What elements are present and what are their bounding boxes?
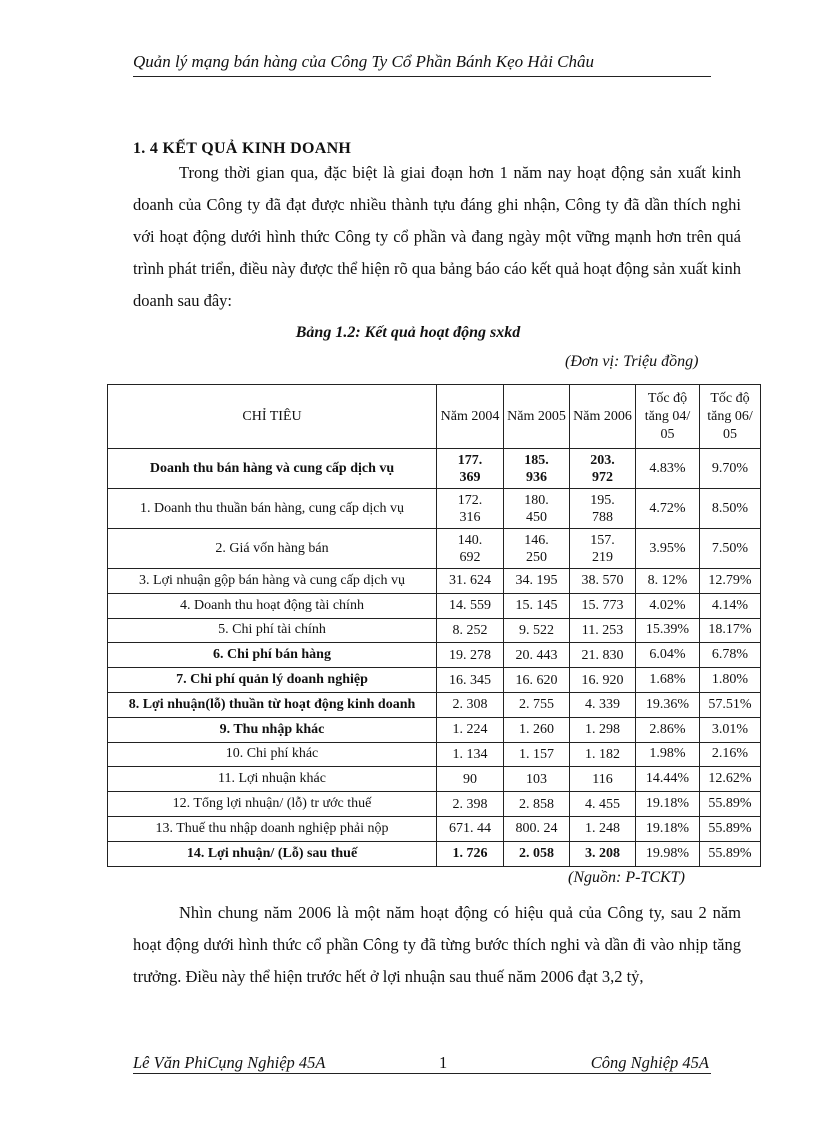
row-2005: 800. 24 [504, 816, 570, 841]
row-2006: 16. 920 [570, 668, 636, 693]
header-2006: Năm 2006 [570, 385, 636, 449]
row-growth-04-05: 15.39% [636, 618, 700, 643]
row-2006: 11. 253 [570, 618, 636, 643]
row-indicator: Doanh thu bán hàng và cung cấp dịch vụ [108, 449, 437, 489]
row-2005: 185. 936 [504, 449, 570, 489]
row-growth-04-05: 8. 12% [636, 569, 700, 594]
header-2004: Năm 2004 [437, 385, 504, 449]
row-indicator: 8. Lợi nhuận(lỗ) thuần từ hoạt động kinh doanh [108, 692, 437, 717]
row-indicator: 2. Giá vốn hàng bán [108, 529, 437, 569]
row-2004: 140. 692 [437, 529, 504, 569]
row-2006: 157. 219 [570, 529, 636, 569]
header-title: Quản lý mạng bán hàng của Công Ty Cổ Phần Bánh Kẹo Hải Châu [133, 52, 595, 71]
row-growth-06-05: 12.62% [700, 767, 761, 792]
row-growth-04-05: 4.83% [636, 449, 700, 489]
row-2005: 34. 195 [504, 569, 570, 594]
row-growth-04-05: 4.02% [636, 593, 700, 618]
footer-page-number: 1 [439, 1053, 448, 1072]
row-growth-04-05: 3.95% [636, 529, 700, 569]
row-2004: 16. 345 [437, 668, 504, 693]
footer-class: Công Nghiệp 45A [590, 1053, 709, 1072]
row-indicator: 13. Thuế thu nhập doanh nghiệp phải nộp [108, 816, 437, 841]
table-row [108, 569, 761, 594]
table-row [108, 692, 761, 717]
row-2005: 20. 443 [504, 643, 570, 668]
page-header [133, 50, 711, 77]
row-2005: 146. 250 [504, 529, 570, 569]
row-growth-04-05: 19.18% [636, 792, 700, 817]
table-row [108, 668, 761, 693]
header-indicator: CHỈ TIÊU [108, 385, 437, 449]
row-2005: 9. 522 [504, 618, 570, 643]
row-2005: 2. 058 [504, 841, 570, 866]
table-row [108, 841, 761, 866]
row-2005: 1. 157 [504, 742, 570, 767]
row-growth-06-05: 55.89% [700, 841, 761, 866]
row-indicator: 9. Thu nhập khác [108, 717, 437, 742]
page-footer [133, 1051, 711, 1074]
row-2004: 671. 44 [437, 816, 504, 841]
header-growth-04-05: Tốc độ tăng 04/ 05 [636, 385, 700, 449]
row-2005: 1. 260 [504, 717, 570, 742]
row-indicator: 10. Chi phí khác [108, 742, 437, 767]
row-2006: 3. 208 [570, 841, 636, 866]
footer-author: Lê Văn PhiCụng Nghiệp 45A [133, 1053, 326, 1072]
table-row [108, 816, 761, 841]
table-row [108, 449, 761, 489]
table-row [108, 792, 761, 817]
row-growth-06-05: 7.50% [700, 529, 761, 569]
row-growth-04-05: 19.36% [636, 692, 700, 717]
row-2004: 1. 726 [437, 841, 504, 866]
row-indicator: 14. Lợi nhuận/ (Lỗ) sau thuế [108, 841, 437, 866]
conclusion-paragraph: Nhìn chung năm 2006 là một năm hoạt động có hiệu quả của Công ty, sau 2 năm hoạt động dưới hình thức cổ phần Công ty đã từng bước thích nghi và dần đi vào nhịp tăng trưởng. Điều này thể hiện trước hết ở lợi nhuận sau thuế năm 2006 đạt 3,2 tỷ, [133, 903, 741, 986]
row-growth-06-05: 9.70% [700, 449, 761, 489]
row-growth-04-05: 19.98% [636, 841, 700, 866]
table-row [108, 742, 761, 767]
row-growth-06-05: 4.14% [700, 593, 761, 618]
row-2004: 90 [437, 767, 504, 792]
table-title: Bảng 1.2: Kết quả hoạt động sxkd [295, 324, 521, 341]
table-row [108, 489, 761, 529]
row-2006: 1. 248 [570, 816, 636, 841]
table-row [108, 529, 761, 569]
row-2004: 177. 369 [437, 449, 504, 489]
row-growth-06-05: 1.80% [700, 668, 761, 693]
row-2006: 21. 830 [570, 643, 636, 668]
row-growth-04-05: 14.44% [636, 767, 700, 792]
row-indicator: 3. Lợi nhuận gộp bán hàng và cung cấp dịch vụ [108, 569, 437, 594]
row-2004: 19. 278 [437, 643, 504, 668]
row-indicator: 1. Doanh thu thuần bán hàng, cung cấp dịch vụ [108, 489, 437, 529]
section-title: 1. 4 KẾT QUẢ KINH DOANH [133, 140, 352, 157]
header-growth-06-05: Tốc độ tăng 06/ 05 [700, 385, 761, 449]
row-growth-04-05: 1.98% [636, 742, 700, 767]
row-2006: 1. 298 [570, 717, 636, 742]
row-indicator: 12. Tổng lợi nhuận/ (lỗ) tr ước thuế [108, 792, 437, 817]
row-2004: 31. 624 [437, 569, 504, 594]
row-growth-06-05: 3.01% [700, 717, 761, 742]
row-2006: 203. 972 [570, 449, 636, 489]
table-row [108, 593, 761, 618]
row-2005: 15. 145 [504, 593, 570, 618]
row-2004: 2. 308 [437, 692, 504, 717]
row-growth-04-05: 1.68% [636, 668, 700, 693]
row-growth-04-05: 19.18% [636, 816, 700, 841]
row-growth-06-05: 2.16% [700, 742, 761, 767]
row-indicator: 6. Chi phí bán hàng [108, 643, 437, 668]
business-results-table [107, 384, 761, 867]
row-growth-06-05: 18.17% [700, 618, 761, 643]
row-2005: 180. 450 [504, 489, 570, 529]
row-indicator: 7. Chi phí quản lý doanh nghiệp [108, 668, 437, 693]
header-2005: Năm 2005 [504, 385, 570, 449]
row-2005: 16. 620 [504, 668, 570, 693]
row-growth-06-05: 6.78% [700, 643, 761, 668]
row-growth-06-05: 57.51% [700, 692, 761, 717]
row-2004: 2. 398 [437, 792, 504, 817]
row-indicator: 4. Doanh thu hoạt động tài chính [108, 593, 437, 618]
row-2006: 195. 788 [570, 489, 636, 529]
row-growth-06-05: 12.79% [700, 569, 761, 594]
row-growth-04-05: 6.04% [636, 643, 700, 668]
row-growth-04-05: 2.86% [636, 717, 700, 742]
row-growth-06-05: 8.50% [700, 489, 761, 529]
row-2006: 4. 339 [570, 692, 636, 717]
table-row [108, 717, 761, 742]
row-2005: 2. 755 [504, 692, 570, 717]
row-2006: 4. 455 [570, 792, 636, 817]
table-row [108, 643, 761, 668]
row-2004: 1. 224 [437, 717, 504, 742]
row-2004: 14. 559 [437, 593, 504, 618]
table-unit: (Đơn vị: Triệu đồng) [565, 353, 699, 370]
row-2006: 15. 773 [570, 593, 636, 618]
table-source: (Nguồn: P-TCKT) [568, 869, 685, 886]
row-growth-04-05: 4.72% [636, 489, 700, 529]
table-header-row [108, 385, 761, 449]
table-row [108, 767, 761, 792]
row-2005: 103 [504, 767, 570, 792]
row-2004: 172. 316 [437, 489, 504, 529]
row-growth-06-05: 55.89% [700, 792, 761, 817]
row-growth-06-05: 55.89% [700, 816, 761, 841]
row-2005: 2. 858 [504, 792, 570, 817]
table-body [108, 449, 761, 867]
row-2004: 1. 134 [437, 742, 504, 767]
row-2004: 8. 252 [437, 618, 504, 643]
row-2006: 1. 182 [570, 742, 636, 767]
table-row [108, 618, 761, 643]
row-indicator: 5. Chi phí tài chính [108, 618, 437, 643]
row-indicator: 11. Lợi nhuận khác [108, 767, 437, 792]
intro-paragraph: Trong thời gian qua, đặc biệt là giai đoạn hơn 1 năm nay hoạt động sản xuất kinh doanh của Công ty đã đạt được nhiều thành tựu đáng ghi nhận, Công ty đã dần thích nghi với hoạt động dưới hình thức Công ty cổ phần và đang ngày một vững mạnh hơn trên quá trình phát triển, điều này được thể hiện rõ qua bảng báo cáo kết quả hoạt động sản xuất kinh doanh sau đây: [133, 163, 741, 310]
row-2006: 116 [570, 767, 636, 792]
row-2006: 38. 570 [570, 569, 636, 594]
